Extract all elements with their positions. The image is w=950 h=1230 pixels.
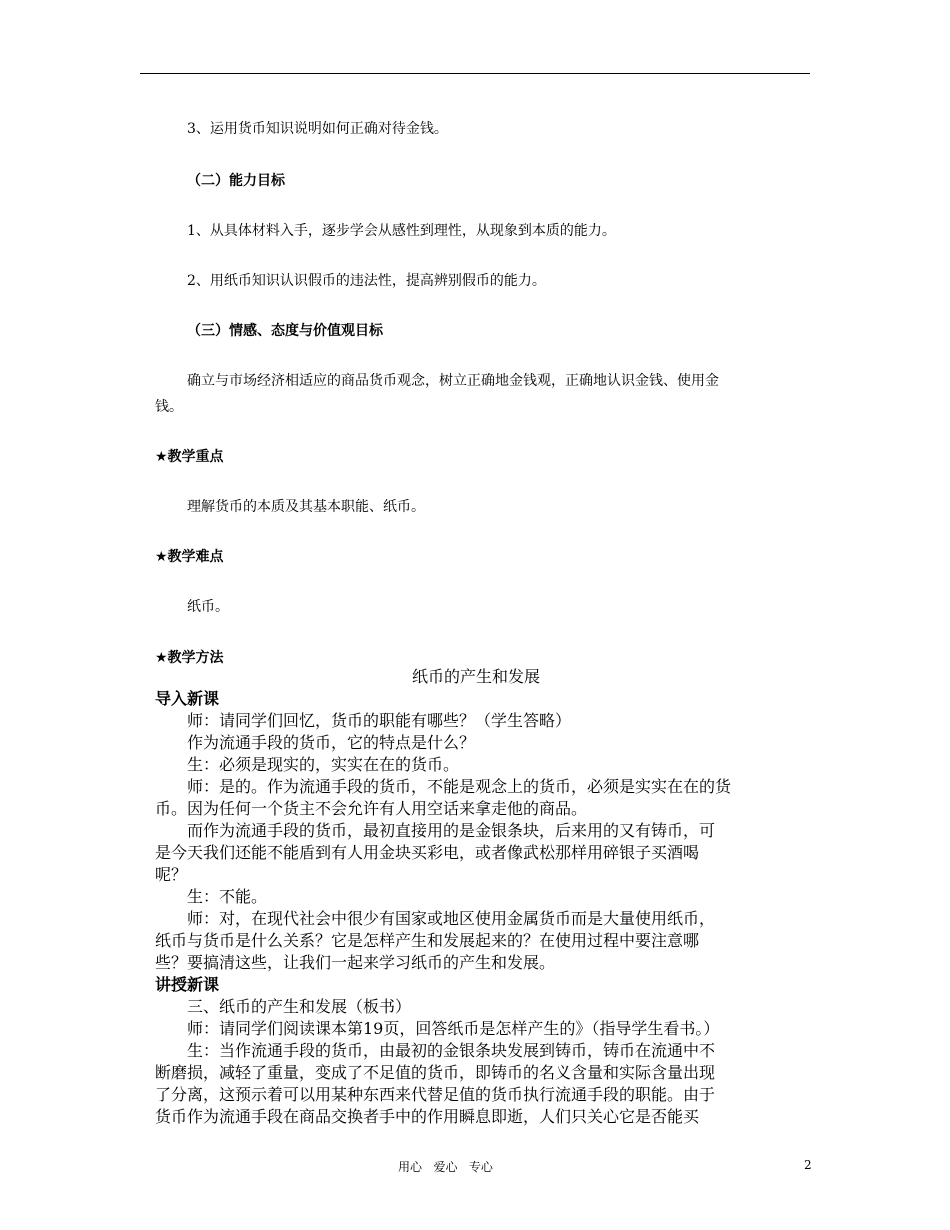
ability-item-2: 2、用纸币知识认识假币的违法性，提高辨别假币的能力。 — [187, 273, 546, 289]
page-number: 2 — [804, 1158, 812, 1172]
header-rule — [140, 73, 810, 74]
key-points-content: 理解货币的本质及其基本职能、纸币。 — [187, 499, 425, 515]
intro-line: 师：对，在现代社会中很少有国家或地区使用金属货币而是大量使用纸币， — [187, 909, 716, 928]
intro-line: 师：请同学们回忆，货币的职能有哪些？（学生答略） — [187, 711, 572, 730]
key-points-heading: ★教学重点 — [155, 449, 224, 465]
intro-line: 作为流通手段的货币，它的特点是什么？ — [187, 733, 476, 752]
ability-item-1: 1、从具体材料入手，逐步学会从感性到理性，从现象到本质的能力。 — [187, 223, 616, 239]
intro-heading: 导入新课 — [155, 689, 220, 708]
intro-line: 呢？ — [155, 865, 188, 884]
teach-line: 生：当作流通手段的货币，由最初的金银条块发展到铸币，铸币在流通中不 — [187, 1041, 716, 1060]
knowledge-item-3: 3、运用货币知识说明如何正确对待金钱。 — [187, 121, 448, 137]
emotion-line-1: 确立与市场经济相适应的商品货币观念，树立正确地金钱观，正确地认识金钱、使用金 — [187, 373, 719, 389]
emotion-heading: （三）情感、态度与价值观目标 — [187, 323, 383, 339]
intro-line: 币。因为任何一个货主不会允许有人用空话来拿走他的商品。 — [155, 799, 588, 818]
difficulties-content: 纸币。 — [187, 599, 229, 615]
intro-line: 生：不能。 — [187, 887, 268, 906]
intro-line: 而作为流通手段的货币，最初直接用的是金银条块，后来用的又有铸币，可 — [187, 821, 716, 840]
emotion-line-2: 钱。 — [155, 399, 183, 415]
footer-motto: 用心 爱心 专心 — [398, 1160, 493, 1174]
intro-line: 些？要搞清这些，让我们一起来学习纸币的产生和发展。 — [155, 953, 556, 972]
lesson-title: 纸币的产生和发展 — [412, 667, 541, 686]
teach-line: 了分离，这预示着可以用某种东西来代替足值的货币执行流通手段的职能。由于 — [155, 1085, 716, 1104]
difficulties-heading: ★教学难点 — [155, 549, 224, 565]
intro-line: 生：必须是现实的，实实在在的货币。 — [187, 755, 460, 774]
teach-line: 师：请同学们阅读课本第19页，回答纸币是怎样产生的》（指导学生看书。） — [187, 1019, 720, 1038]
teach-line: 货币作为流通手段在商品交换者手中的作用瞬息即逝，人们只关心它是否能买 — [155, 1107, 700, 1126]
intro-line: 是今天我们还能不能盾到有人用金块买彩电，或者像武松那样用碎银子买酒喝 — [155, 843, 700, 862]
intro-line: 纸币与货币是什么关系？它是怎样产生和发展起来的？在使用过程中要注意哪 — [155, 931, 700, 950]
teach-line: 断磨损，减轻了重量，变成了不足值的货币，即铸币的名义含量和实际含量出现 — [155, 1063, 716, 1082]
teach-line: 三、纸币的产生和发展（板书） — [187, 997, 412, 1016]
methods-heading: ★教学方法 — [155, 650, 224, 666]
teach-heading: 讲授新课 — [155, 975, 220, 994]
intro-line: 师：是的。作为流通手段的货币，不能是观念上的货币，必须是实实在在的货 — [187, 777, 732, 796]
ability-heading: （二）能力目标 — [187, 173, 285, 189]
